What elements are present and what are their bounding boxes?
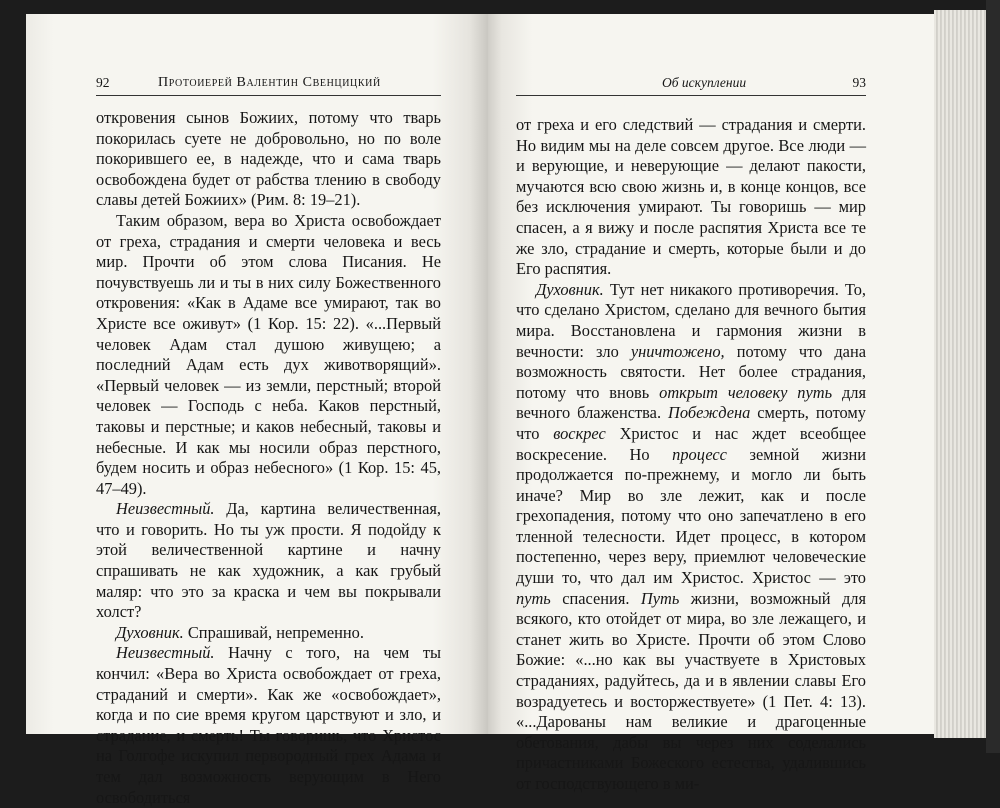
text-run: земной жизни продолжается по-прежнему, и могло ли быть иначе? Мир во зле лежит, как и после грехопадения, потому что оно запечатлено в его тленной телесности. Идет процесс, в котором постепенно, через веру, приемлют человеческие души то, что дал им Христос. Христос — это (516, 444, 866, 588)
paragraph (96, 623, 441, 644)
paragraph (516, 280, 866, 795)
text-run: смерть, потому что (516, 403, 866, 443)
page-edges (934, 10, 986, 738)
page-text (516, 115, 866, 795)
background-edge (986, 0, 1000, 753)
text-run: Христос и нас ждет всеобщее воскресение. Но (516, 423, 867, 464)
italic-text: Неизвестный. (116, 643, 215, 663)
italic-text: воскрес (553, 423, 606, 443)
italic-text: Неизвестный. (116, 499, 215, 519)
text-run: откровения сынов Божиих, потому что тварь покорилась суете не добровольно, но по воле покорившего ее, в надежде, что и сама тварь освобождена будет от рабства тлению в свободу славы детей Божиих» (Рим. 8: 19–21). (96, 108, 441, 210)
right-page-header (516, 74, 866, 96)
text-run: Начну с того, на чем ты кончил: «Вера во Христа освобождает от греха, страданий и смерти». Как же «освобождает», когда и по сие время кругом царствуют и зло, и страдание, и смерть! Ты говоришь, что Христос на Голгофе искупил первородный грех Адама и тем дал возможность верующим в Него освободиться (96, 643, 441, 807)
italic-text: Побеждена (668, 403, 751, 423)
text-run: для вечного блаженства. (516, 382, 867, 423)
paragraph (96, 643, 441, 808)
text-run: потому что дана возможность святости. Нет более страдания, потому что вновь (516, 341, 866, 402)
text-run: спасения. (550, 588, 641, 608)
text-run: Да, картина величественная, что и говорить. Но ты уж прости. Я подойду к этой величественной картине и начну спрашивать не как художник, а как грубый маляр: что это за краска и чем вы покрывали холст? (96, 499, 441, 622)
italic-text: Духовник. (536, 279, 604, 299)
text-run: Спрашивай, непременно. (183, 622, 364, 642)
paragraph (96, 499, 441, 623)
text-run: жизни, возможный для всякого, кто отойдет от мира, во зле лежащего, и станет жить во Христе. Прочти об этом Слово Божие: «...но как вы участвуете в Христовых страданиях, радуйтесь, да и в явлении славы Его возрадуетесь и восторжествуете» (1 Пет. 4: 13). «...Дарованы нам великие и драгоценные обетования, дабы вы через них соделались причастниками Божеского естества, удалившись от господствующего в ми- (516, 588, 866, 793)
italic-text: путь (516, 588, 551, 608)
italic-text: Духовник. (116, 622, 184, 642)
running-title: Протоиерей Валентин Свенцицкий (158, 75, 381, 90)
paragraph (96, 108, 441, 211)
page-number: 93 (852, 75, 866, 90)
italic-text: уничтожено, (630, 341, 725, 361)
italic-text: открыт человеку путь (659, 382, 833, 402)
italic-text: процесс (672, 444, 727, 464)
text-run: Тут нет никакого противоречия. То, что сделано Христом, сделано для вечного бытия мира. Восстановлена и гармония жизни в вечности: зло (516, 279, 866, 361)
page-number: 92 (96, 75, 110, 90)
paragraph (516, 115, 866, 280)
page-text (96, 108, 441, 808)
left-page-header (96, 74, 441, 96)
text-run: Таким образом, вера во Христа освобождает от греха, страдания и смерти человека и весь мир. Прочти об этом слова Писания. Не почувствуешь ли и ты в них силу Божественного откровения: «Как в Адаме все умирают, так во Христе все оживут» (1 Кор. 15: 22). «...Первый человек Адам стал душою живущею; а последний Адам есть дух животворящий». «Первый человек — из земли, перстный; второй человек — Господь с неба. Каков перстный, таковы и перстные; и каков небесный, таковы и небесные. И как мы носили образ перстного, будем носить и образ небесного» (1 Кор. 15: 45, 47–49). (96, 210, 441, 498)
right-page (488, 14, 934, 793)
italic-text: Путь (640, 588, 680, 608)
left-page (26, 14, 488, 807)
text-run: от греха и его следствий — страдания и смерти. Но видим мы на деле совсем другое. Все люди — и верующие, и неверующие — делают пакости, мучаются всю свою жизнь и, в конце концов, все без исключения умирают. Ты говоришь — мир спасен, а я вижу и после распятия Христа все те же зло, страдание и смерть, которые были и до Его распятия. (516, 115, 866, 279)
paragraph (96, 211, 441, 499)
running-title: Об искуплении (662, 75, 747, 90)
